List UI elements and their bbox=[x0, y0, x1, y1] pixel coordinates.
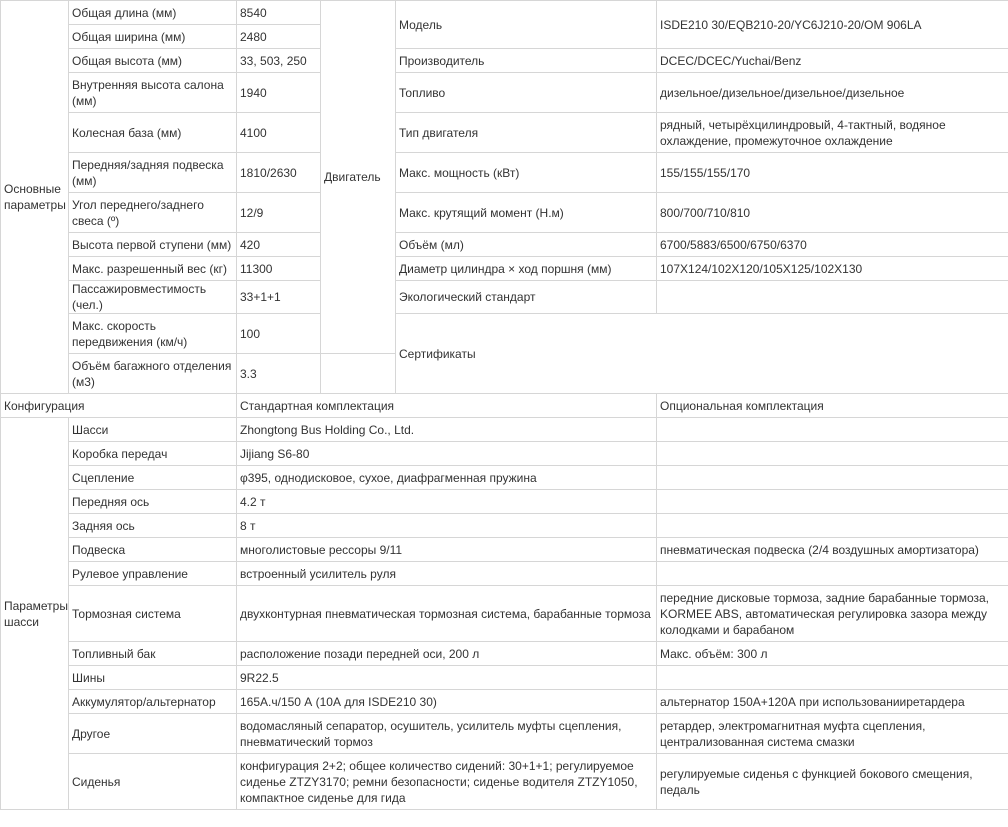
param-value: 100 bbox=[237, 314, 321, 354]
table-row bbox=[1, 514, 1008, 538]
standard-value: Zhongtong Bus Holding Co., Ltd. bbox=[237, 418, 657, 442]
optional-value bbox=[657, 442, 1008, 466]
param-name: Сцепление bbox=[69, 466, 237, 490]
table-row bbox=[1, 418, 1008, 442]
table-row bbox=[1, 714, 1008, 754]
table-row bbox=[1, 394, 1008, 418]
table-row bbox=[1, 153, 1008, 193]
param-name: Объём багажного отделения (м3) bbox=[69, 354, 237, 394]
table-row bbox=[1, 113, 1008, 153]
table-row bbox=[1, 442, 1008, 466]
param-name: Сиденья bbox=[69, 754, 237, 810]
section-label-certificates: Сертификаты bbox=[396, 314, 1008, 394]
table-row bbox=[1, 233, 1008, 257]
param-name: Модель bbox=[396, 1, 657, 49]
standard-value: 4.2 т bbox=[237, 490, 657, 514]
table-row bbox=[1, 1, 1008, 25]
param-value: 420 bbox=[237, 233, 321, 257]
table-row bbox=[1, 690, 1008, 714]
standard-value: многолистовые рессоры 9/11 bbox=[237, 538, 657, 562]
table-row bbox=[1, 193, 1008, 233]
param-name: Тип двигателя bbox=[396, 113, 657, 153]
standard-value: двухконтурная пневматическая тормозная система, барабанные тормоза bbox=[237, 586, 657, 642]
table-row bbox=[1, 538, 1008, 562]
param-name: Пассажировместимость (чел.) bbox=[69, 281, 237, 314]
param-name: Передняя ось bbox=[69, 490, 237, 514]
optional-value bbox=[657, 562, 1008, 586]
param-value: 1940 bbox=[237, 73, 321, 113]
param-name: Макс. крутящий момент (Н.м) bbox=[396, 193, 657, 233]
param-name: Задняя ось bbox=[69, 514, 237, 538]
param-name: Общая длина (мм) bbox=[69, 1, 237, 25]
param-value: 4100 bbox=[237, 113, 321, 153]
param-name: Объём (мл) bbox=[396, 233, 657, 257]
param-value: 1810/2630 bbox=[237, 153, 321, 193]
table-row bbox=[1, 49, 1008, 73]
table-row bbox=[1, 281, 1008, 314]
table-row bbox=[1, 257, 1008, 281]
param-value: 11300 bbox=[237, 257, 321, 281]
section-label-basic: Основные параметры bbox=[1, 1, 69, 394]
param-name: Макс. скорость передвижения (км/ч) bbox=[69, 314, 237, 354]
optional-config-header: Опциональная комплектация bbox=[657, 394, 1008, 418]
param-name: Внутренняя высота салона (мм) bbox=[69, 73, 237, 113]
param-value: 33+1+1 bbox=[237, 281, 321, 314]
param-name: Угол переднего/заднего свеса (º) bbox=[69, 193, 237, 233]
param-value: 800/700/710/810 bbox=[657, 193, 1008, 233]
param-value: дизельное/дизельное/дизельное/дизельное bbox=[657, 73, 1008, 113]
table-row bbox=[1, 490, 1008, 514]
param-name: Топливо bbox=[396, 73, 657, 113]
optional-value bbox=[657, 666, 1008, 690]
standard-config-header: Стандартная комплектация bbox=[237, 394, 657, 418]
param-value: 12/9 bbox=[237, 193, 321, 233]
standard-value: встроенный усилитель руля bbox=[237, 562, 657, 586]
param-value: рядный, четырёхцилиндровый, 4-тактный, водяное охлаждение, промежуточное охлаждение bbox=[657, 113, 1008, 153]
param-name: Топливный бак bbox=[69, 642, 237, 666]
table-row bbox=[1, 73, 1008, 113]
param-value: ISDE210 30/EQB210-20/YC6J210-20/OM 906LA bbox=[657, 1, 1008, 49]
param-value: 8540 bbox=[237, 1, 321, 25]
param-name: Диаметр цилиндра × ход поршня (мм) bbox=[396, 257, 657, 281]
param-name: Другое bbox=[69, 714, 237, 754]
standard-value: φ395, однодисковое, сухое, диафрагменная пружина bbox=[237, 466, 657, 490]
param-name: Высота первой ступени (мм) bbox=[69, 233, 237, 257]
table-row bbox=[1, 666, 1008, 690]
param-name: Подвеска bbox=[69, 538, 237, 562]
standard-value: конфигурация 2+2; общее количество сидений: 30+1+1; регулируемое сиденье ZTZY3170; ремни безопасности; сиденье водителя ZTZY1050, компактное сиденье для гида bbox=[237, 754, 657, 810]
param-name: Коробка передач bbox=[69, 442, 237, 466]
optional-value bbox=[657, 466, 1008, 490]
param-name: Общая высота (мм) bbox=[69, 49, 237, 73]
optional-value: передние дисковые тормоза, задние барабанные тормоза, KORMEE ABS, автоматическая регулировка зазора между колодками и барабаном bbox=[657, 586, 1008, 642]
param-value: 155/155/155/170 bbox=[657, 153, 1008, 193]
param-name: Тормозная система bbox=[69, 586, 237, 642]
standard-value: водомасляный сепаратор, осушитель, усилитель муфты сцепления, пневматический тормоз bbox=[237, 714, 657, 754]
param-value: 3.3 bbox=[237, 354, 321, 394]
table-row bbox=[1, 754, 1008, 810]
optional-value bbox=[657, 418, 1008, 442]
table-row bbox=[1, 586, 1008, 642]
standard-value: 165А.ч/150 А (10А для ISDE210 30) bbox=[237, 690, 657, 714]
optional-value: альтернатор 150А+120А при использованииретардера bbox=[657, 690, 1008, 714]
param-value: 2480 bbox=[237, 25, 321, 49]
standard-value: 8 т bbox=[237, 514, 657, 538]
param-name: Аккумулятор/альтернатор bbox=[69, 690, 237, 714]
configuration-label: Конфигурация bbox=[1, 394, 237, 418]
param-name: Передняя/задняя подвеска (мм) bbox=[69, 153, 237, 193]
optional-value: регулируемые сиденья с функцией бокового смещения, педаль bbox=[657, 754, 1008, 810]
optional-value bbox=[657, 490, 1008, 514]
optional-value: Макс. объём: 300 л bbox=[657, 642, 1008, 666]
param-value: 6700/5883/6500/6750/6370 bbox=[657, 233, 1008, 257]
table-row bbox=[1, 466, 1008, 490]
optional-value bbox=[657, 514, 1008, 538]
param-name: Макс. разрешенный вес (кг) bbox=[69, 257, 237, 281]
param-name: Макс. мощность (кВт) bbox=[396, 153, 657, 193]
param-name: Шины bbox=[69, 666, 237, 690]
optional-value: пневматическая подвеска (2/4 воздушных амортизатора) bbox=[657, 538, 1008, 562]
standard-value: 9R22.5 bbox=[237, 666, 657, 690]
section-label-engine: Двигатель bbox=[321, 1, 396, 354]
param-value: DCEC/DCEC/Yuchai/Benz bbox=[657, 49, 1008, 73]
param-value: 33, 503, 250 bbox=[237, 49, 321, 73]
param-name: Производитель bbox=[396, 49, 657, 73]
standard-value: Jijiang S6-80 bbox=[237, 442, 657, 466]
param-value bbox=[657, 281, 1008, 314]
param-name: Экологический стандарт bbox=[396, 281, 657, 314]
param-value: 107X124/102X120/105X125/102X130 bbox=[657, 257, 1008, 281]
section-label-chassis: Параметры шасси bbox=[1, 418, 69, 810]
param-name: Общая ширина (мм) bbox=[69, 25, 237, 49]
optional-value: ретардер, электромагнитная муфта сцепления, централизованная система смазки bbox=[657, 714, 1008, 754]
param-name: Рулевое управление bbox=[69, 562, 237, 586]
param-name: Шасси bbox=[69, 418, 237, 442]
standard-value: расположение позади передней оси, 200 л bbox=[237, 642, 657, 666]
table-row bbox=[1, 642, 1008, 666]
param-name: Колесная база (мм) bbox=[69, 113, 237, 153]
table-row bbox=[1, 562, 1008, 586]
table-row bbox=[1, 314, 1008, 354]
